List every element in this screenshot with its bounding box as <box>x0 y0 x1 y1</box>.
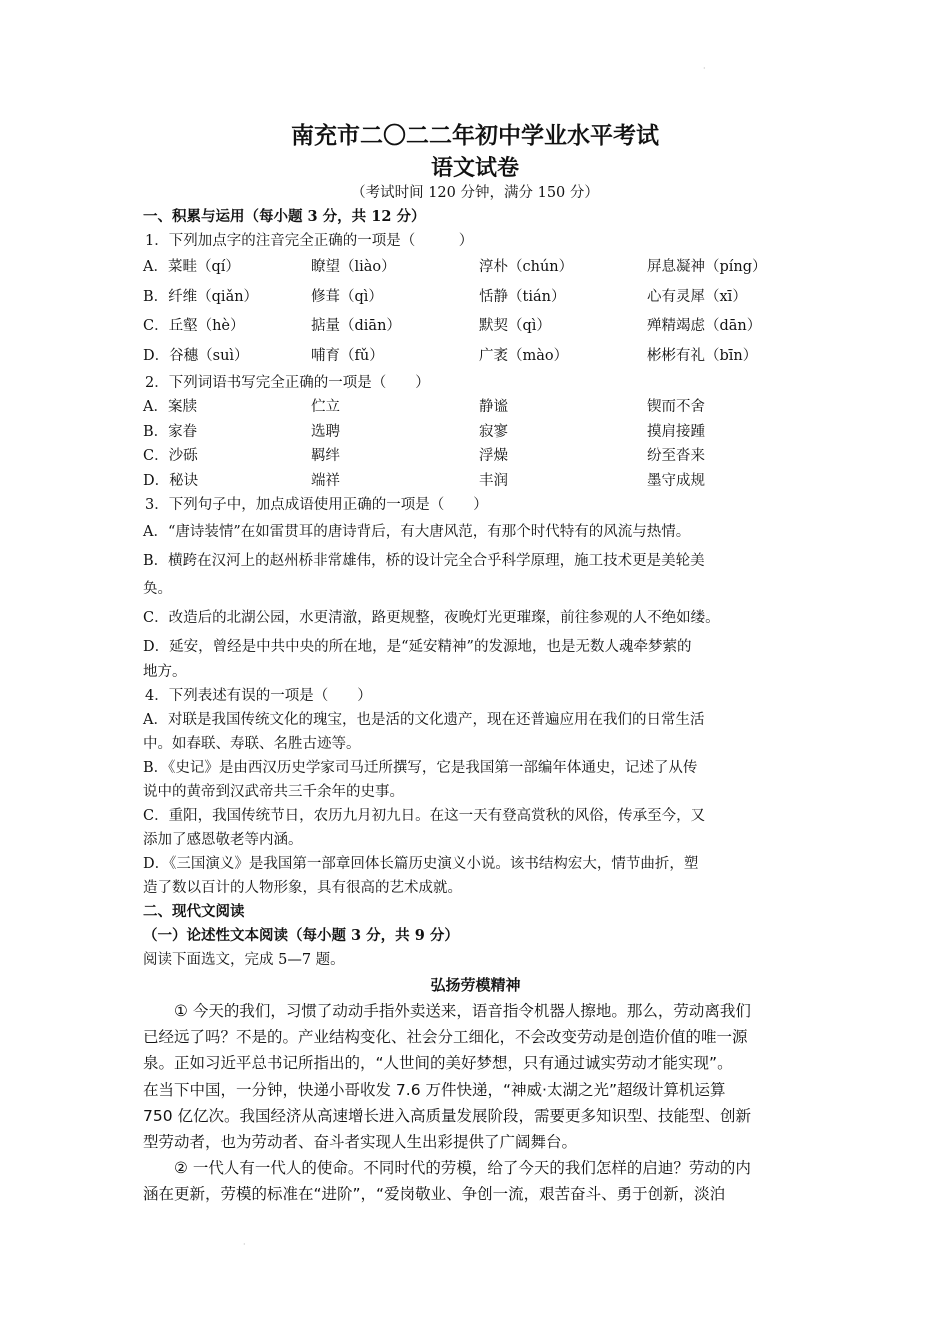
q2-option-cell: A．案牍 <box>143 399 197 415</box>
article-line: ① 今天的我们，习惯了动动手指外卖送来，语音指令机器人擦地。那么，劳动离我们 <box>143 1002 751 1020</box>
q3-stem: 3．下列句子中，加点成语使用正确的一项是（ ） <box>145 497 488 513</box>
q4-option-d-line2: 造了数以百计的人物形象，具有很高的艺术成就。 <box>143 880 462 896</box>
q1-option-row <box>143 342 808 372</box>
q1-option-cell: C．丘壑（hè） <box>143 318 245 334</box>
q1-option-cell: 恬静（tián） <box>479 288 566 305</box>
exam-title: 南充市二〇二二年初中学业水平考试 <box>291 122 659 149</box>
q4-option-c-line2: 添加了感恩敬老等内涵。 <box>143 832 303 848</box>
q2-option-cell: 丰润 <box>479 472 508 489</box>
scan-dot: · <box>703 64 706 73</box>
q2-option-cell: 纷至沓来 <box>647 448 705 464</box>
q2-option-cell: 摸肩接踵 <box>647 423 705 440</box>
q1-option-cell: 修葺（qì） <box>311 288 383 305</box>
q1-option-cell: 屏息凝神（píng） <box>647 259 767 275</box>
article-line: 已经远了吗？不是的。产业结构变化、社会分工细化，不会改变劳动是创造价值的唯一源 <box>143 1028 748 1047</box>
q1-option-cell: 心有灵犀（xī） <box>647 288 747 305</box>
q4-option-b-line2: 说中的黄帝到汉武帝共三千余年的史事。 <box>143 784 404 800</box>
q1-option-cell: B．纤维（qiǎn） <box>143 288 259 305</box>
q3-option-b-line1: B．横跨在汉河上的赵州桥非常雄伟，桥的设计完全合乎科学原理，施工技术更是美轮美 <box>143 553 705 569</box>
q1-option-cell: 哺育（fǔ） <box>311 347 384 364</box>
q2-option-cell: 锲而不舍 <box>647 399 705 415</box>
q2-option-cell: 浮燥 <box>479 448 508 464</box>
q1-option-cell: A．菜畦（qí） <box>143 259 240 275</box>
q2-option-cell: D．秘诀 <box>143 472 199 489</box>
q3-option-a: A．“唐诗装情”在如雷贯耳的唐诗背后，有大唐风范，有那个时代特有的风流与热情。 <box>143 524 691 540</box>
article-title: 弘扬劳模精神 <box>430 976 521 994</box>
q1-option-cell: 默契（qì） <box>479 318 551 334</box>
q2-option-row <box>143 444 808 469</box>
q1-option-row <box>143 283 808 313</box>
article-line: ② 一代人有一代人的使命。不同时代的劳模，给了今天的我们怎样的启迪？劳动的内 <box>143 1159 751 1178</box>
q4-stem: 4．下列表述有误的一项是（ ） <box>145 688 372 704</box>
q4-option-a-line1: A．对联是我国传统文化的瑰宝，也是活的文化遗产，现在还普遍应用在我们的日常生活 <box>143 712 705 728</box>
q2-option-cell: 羁绊 <box>311 448 340 464</box>
q3-option-d-line2: 地方。 <box>143 664 187 680</box>
q2-option-row <box>143 469 808 494</box>
q4-option-d-line1: D．《三国演义》是我国第一部章回体长篇历史演义小说。该书结构宏大，情节曲折，塑 <box>143 856 699 872</box>
q1-option-cell: 掂量（diān） <box>311 318 401 334</box>
q2-option-cell: 寂寥 <box>479 423 508 440</box>
article-line: 泉。正如习近平总书记所指出的，“人世间的美好梦想，只有通过诚实劳动才能实现”。 <box>143 1054 733 1073</box>
q1-option-cell: 广袤（mào） <box>479 347 569 364</box>
q1-stem: 1．下列加点字的注音完全正确的一项是（ ） <box>145 233 474 249</box>
q2-option-cell: C．沙砾 <box>143 448 198 464</box>
q3-option-b-line2: 奂。 <box>143 581 172 597</box>
q2-option-cell: 墨守成规 <box>647 472 705 489</box>
q1-option-cell: 瞭望（liào） <box>311 259 396 275</box>
reading-instruction: 阅读下面选文，完成 5—7 题。 <box>143 952 345 968</box>
article-line: 涵在更新，劳模的标准在“进阶”，“爱岗敬业、争创一流，艰苦奋斗、勇于创新，淡泊 <box>143 1185 726 1204</box>
q2-option-cell: 伫立 <box>311 399 340 415</box>
scan-dot: · <box>243 1240 246 1249</box>
q2-option-cell: B．家眷 <box>143 423 198 440</box>
q4-option-a-line2: 中。如春联、寿联、名胜古迹等。 <box>143 736 361 752</box>
q4-option-b-line1: B．《史记》是由西汉历史学家司马迁所撰写，它是我国第一部编年体通史，记述了从传 <box>143 760 698 776</box>
article-line: 在当下中国，一分钟，快递小哥收发 7.6 万件快递，“神威·太湖之光”超级计算机运算 <box>143 1080 726 1099</box>
q4-option-c-line1: C．重阳，我国传统节日，农历九月初九日。在这一天有登高赏秋的风俗，传承至今，又 <box>143 808 706 824</box>
q2-stem: 2．下列词语书写完全正确的一项是（ ） <box>145 375 430 391</box>
q1-option-cell: D．谷穗（suì） <box>143 347 249 364</box>
exam-content <box>143 205 808 1208</box>
q1-option-cell: 彬彬有礼（bīn） <box>647 347 758 364</box>
section1-heading: 一、积累与运用（每小题 3 分，共 12 分） <box>143 208 426 225</box>
article-line: 型劳动者，也为劳动者、奋斗者实现人生出彩提供了广阔舞台。 <box>143 1133 578 1152</box>
q1-option-cell: 淳朴（chún） <box>479 259 574 275</box>
section2-subheading: （一）论述性文本阅读（每小题 3 分，共 9 分） <box>143 927 459 944</box>
q2-option-row <box>143 395 808 420</box>
q2-option-cell: 静谧 <box>479 399 508 415</box>
q1-option-cell: 殚精竭虑（dān） <box>647 318 762 334</box>
exam-subject: 语文试卷 <box>430 155 519 181</box>
section2-heading: 二、现代文阅读 <box>143 903 245 920</box>
q2-option-cell: 选聘 <box>311 423 340 440</box>
q1-option-row <box>143 253 808 283</box>
q2-option-cell: 端祥 <box>311 472 340 489</box>
q3-option-c: C．改造后的北湖公园，水更清澈，路更规整，夜晚灯光更璀璨，前往参观的人不绝如缕。 <box>143 610 720 626</box>
q3-option-d-line1: D．延安，曾经是中共中央的所在地，是“延安精神”的发源地，也是无数人魂牵梦萦的 <box>143 639 692 655</box>
exam-note: （考试时间 120 分钟，满分 150 分） <box>351 185 599 201</box>
q1-option-row <box>143 312 808 342</box>
article-line: 750 亿亿次。我国经济从高速增长进入高质量发展阶段，需要更多知识型、技能型、创新 <box>143 1106 752 1125</box>
q2-option-row <box>143 420 808 445</box>
